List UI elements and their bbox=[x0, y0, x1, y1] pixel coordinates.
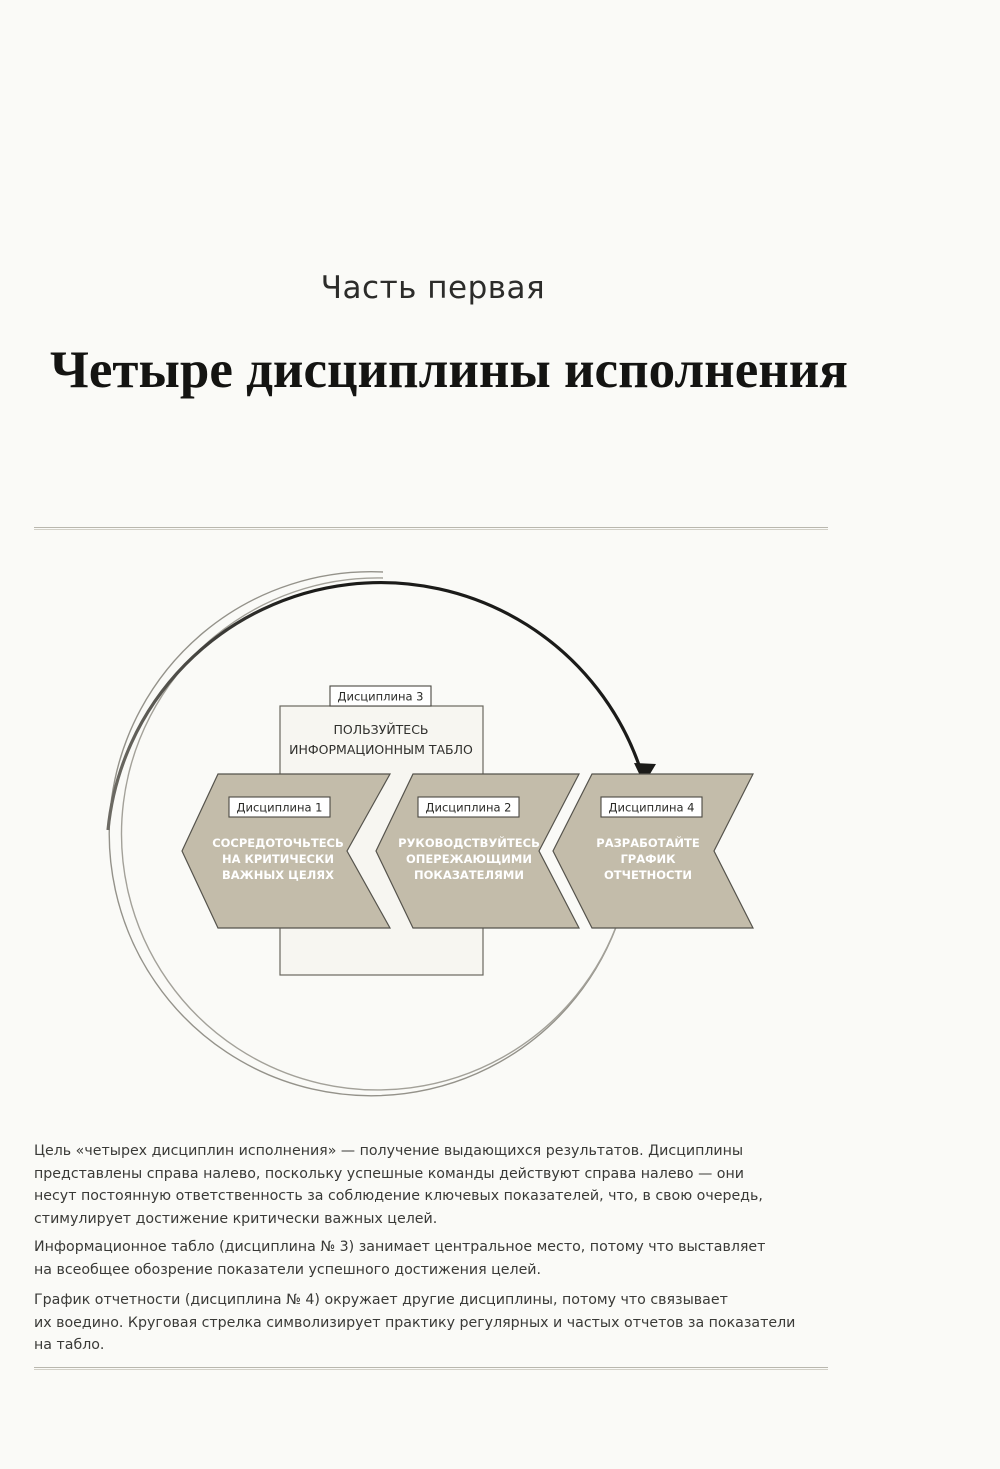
discipline-2-tag-text: Дисциплина 2 bbox=[425, 800, 512, 815]
discipline-4-label-line-1: РАЗРАБОТАЙТЕ bbox=[596, 836, 700, 850]
part-label: Часть первая bbox=[320, 270, 546, 306]
caption-1-line-1: Цель «четырех дисциплин исполнения» — получение выдающихся результатов. Дисциплины bbox=[34, 1143, 744, 1159]
discipline-1-tag-text: Дисциплина 1 bbox=[236, 800, 323, 815]
caption-paragraph-3 bbox=[34, 1289, 834, 1357]
discipline-3-label-line-1: ПОЛЬЗУЙТЕСЬ bbox=[333, 722, 429, 737]
discipline-1-label-line-3: ВАЖНЫХ ЦЕЛЯХ bbox=[222, 868, 334, 882]
discipline-3-label-line-2: ИНФОРМАЦИОННЫМ ТАБЛО bbox=[289, 742, 473, 757]
caption-1-line-4: стимулирует достижение критически важных целей. bbox=[34, 1210, 438, 1227]
caption-paragraph-2 bbox=[34, 1236, 834, 1281]
caption-paragraph-1 bbox=[34, 1140, 834, 1230]
discipline-4-label-line-3: ОТЧЕТНОСТИ bbox=[604, 868, 692, 882]
caption-3-line-3: на табло. bbox=[34, 1337, 105, 1353]
page-title: Четыре дисциплины исполнения bbox=[50, 341, 848, 399]
caption-3-line-2: их воедино. Круговая стрелка символизирует практику регулярных и частых отчетов за показатели bbox=[34, 1314, 796, 1331]
discipline-1-label-line-2: НА КРИТИЧЕСКИ bbox=[221, 852, 335, 866]
discipline-2-label-line-2: ОПЕРЕЖАЮЩИМИ bbox=[406, 852, 532, 866]
discipline-2-label-line-1: РУКОВОДСТВУЙТЕСЬ bbox=[398, 836, 540, 850]
caption-1-line-2: представлены справа налево, поскольку успешные команды действуют справа налево — они bbox=[34, 1165, 744, 1182]
discipline-4-label-line-2: ГРАФИК bbox=[620, 852, 676, 866]
caption-3-line-1: График отчетности (дисциплина № 4) окружает другие дисциплины, потому что связывает bbox=[34, 1292, 728, 1308]
discipline-1-label-line-1: СОСРЕДОТОЧЬТЕСЬ bbox=[212, 836, 344, 850]
caption-2-line-2: на всеобщее обозрение показатели успешного достижения целей. bbox=[34, 1261, 542, 1278]
discipline-2-label-line-3: ПОКАЗАТЕЛЯМИ bbox=[414, 868, 524, 882]
divider-bottom bbox=[34, 1367, 828, 1370]
caption-2-line-1: Информационное табло (дисциплина № 3) занимает центральное место, потому что выставляет bbox=[34, 1239, 766, 1255]
discipline-3-tag-text: Дисциплина 3 bbox=[337, 689, 424, 704]
discipline-4-tag-text: Дисциплина 4 bbox=[608, 800, 695, 815]
caption-1-line-3: несут постоянную ответственность за соблюдение ключевых показателей, что, в свою очередь, bbox=[34, 1188, 763, 1204]
